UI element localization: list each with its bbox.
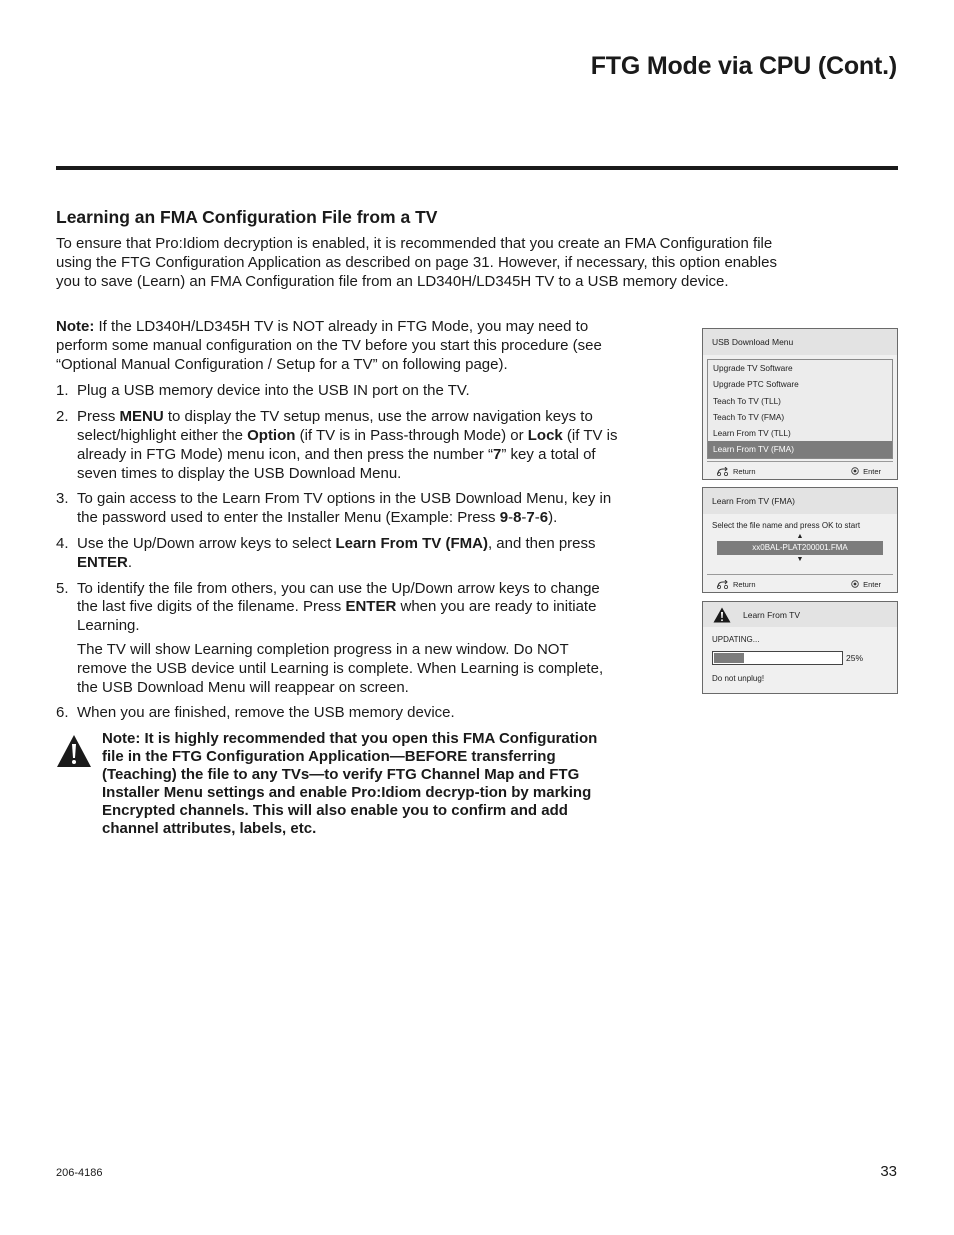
footer-divider <box>707 574 893 575</box>
step-text-segment: Press <box>77 408 120 426</box>
step-text-segment: To identify the file from others, you can use the Up/Down arrow keys to change the last five digits of the filename. Press <box>77 579 600 616</box>
note-text: If the LD340H/LD345H TV is NOT already in FTG Mode, you may need to perform some manual configuration on the TV before you start this procedure (see “Optional Manual Configuration / Setup for a TV” on following page). <box>56 318 602 373</box>
step-emphasis: Learn From TV (FMA) <box>335 534 488 552</box>
learning-progress-screen <box>702 601 898 694</box>
enter-icon <box>851 580 859 588</box>
step-text-segment: , and then press <box>487 534 596 552</box>
step-text-segment: - <box>508 509 514 527</box>
step-emphasis: 8 <box>513 509 522 527</box>
step-text <box>77 490 621 528</box>
step-text-segment: when you are ready to initiate Learning. <box>77 598 597 635</box>
filename-field[interactable]: xx0BAL-PLAT200001.FMA <box>717 541 883 555</box>
step-emphasis: Option <box>247 426 296 444</box>
enter-hint[interactable] <box>851 580 881 589</box>
step-text <box>77 408 621 483</box>
step-text <box>77 382 621 401</box>
step-number: 4. <box>56 534 69 552</box>
step-text-segment: to display the TV setup menus, use the arrow navigation keys to select/highlight either the <box>77 408 593 444</box>
step-text-segment: Plug a USB memory device into the USB IN port on the TV. <box>77 382 470 400</box>
step-text-segment: Use the Up/Down arrow keys to select <box>77 534 336 552</box>
step-text <box>77 580 621 636</box>
step-number: 6. <box>56 704 69 722</box>
learn-fma-title: Learn From TV (FMA) <box>703 488 897 514</box>
step-number: 3. <box>56 490 69 508</box>
step-item <box>56 704 621 723</box>
usb-menu-item[interactable]: Learn From TV (FMA) <box>708 441 892 457</box>
step-emphasis: 6 <box>539 509 549 527</box>
document-code: 206-4186 <box>56 1167 103 1179</box>
progress-bar <box>712 651 843 665</box>
enter-hint[interactable] <box>851 467 881 476</box>
usb-menu-title: USB Download Menu <box>703 329 897 355</box>
usb-menu-item[interactable]: Teach To TV (FMA) <box>713 411 785 422</box>
learn-fma-screen <box>702 487 898 593</box>
step-number: 2. <box>56 408 69 426</box>
step-item <box>56 535 621 573</box>
step-text-segment: When you are finished, remove the USB memory device. <box>77 704 455 722</box>
step-text-segment: ” key a total of seven times to display the USB Download Menu. <box>77 445 596 482</box>
step-item <box>56 490 621 528</box>
return-label: Return <box>733 466 756 476</box>
step-emphasis: 7 <box>493 445 502 463</box>
usb-menu-item[interactable]: Learn From TV (TLL) <box>713 428 791 439</box>
step-number: 1. <box>56 382 69 400</box>
learn-fma-instruction: Select the file name and press OK to start <box>712 521 861 530</box>
usb-menu-list <box>707 359 893 459</box>
intro-paragraph: To ensure that Pro:Idiom decryption is enabled, it is recommended that you create an FMA Configuration file using the FTG Configuration Application as described on page 31. However, if necessary, this option enables you to save (Learn) an FMA Configuration file from an LD340H/LD345H TV to a USB memory device. <box>56 235 777 290</box>
page-title: FTG Mode via CPU (Cont.) <box>590 52 897 80</box>
warning-icon <box>713 607 731 623</box>
enter-icon <box>851 467 859 475</box>
step-emphasis: Lock <box>527 426 563 444</box>
step-emphasis: ENTER <box>77 553 128 571</box>
return-icon <box>716 580 729 589</box>
progress-percent: 25% <box>846 653 864 663</box>
page-number: 33 <box>880 1163 897 1180</box>
do-not-unplug-warning: Do not unplug! <box>712 674 765 683</box>
progress-header <box>703 602 897 627</box>
learn-fma-footer <box>703 576 897 592</box>
step-text <box>77 704 621 723</box>
section-heading: Learning an FMA Configuration File from a TV <box>56 207 438 227</box>
step-text-segment: (if TV is already in FTG Mode) menu icon, and then press the number “ <box>77 426 618 463</box>
usb-menu-item[interactable]: Teach To TV (TLL) <box>713 395 781 406</box>
step-text-segment: - <box>534 509 540 527</box>
step-text-segment: To gain access to the Learn From TV options in the USB Download Menu, key in the password used to enter the Installer Menu (Example: Press <box>77 490 612 527</box>
step-text-segment: - <box>521 509 527 527</box>
note-paragraph <box>56 318 621 374</box>
step-extra-text: The TV will show Learning completion progress in a new window. Do NOT remove the USB device until Learning is complete. When Learning is complete, the USB Download Menu will reappear on screen. <box>77 640 604 696</box>
down-arrow-icon[interactable]: ▼ <box>796 556 804 563</box>
progress-title: Learn From TV <box>743 609 801 620</box>
usb-menu-item[interactable]: Upgrade TV Software <box>713 363 793 373</box>
step-emphasis: 7 <box>526 509 535 527</box>
step-item <box>56 382 621 401</box>
step-emphasis: MENU <box>119 408 164 426</box>
step-text-segment: ). <box>548 509 558 527</box>
up-arrow-icon[interactable]: ▲ <box>796 533 804 540</box>
warning-text: Note: It is highly recommended that you open this FMA Configuration file in the FTG Configuration Application—BEFORE transferring (Teaching) the file to any TVs—to verify FTG Channel Map and FTG Installer Menu settings and enable Pro:Idiom decryp-tion by marking Encrypted channels. This will also enable you to confirm and add channel attributes, labels, etc. <box>102 730 598 837</box>
step-item <box>56 408 621 483</box>
header-rule <box>56 166 898 170</box>
procedure-column <box>56 318 621 730</box>
step-emphasis: 9 <box>499 509 509 527</box>
return-label: Return <box>733 579 756 589</box>
note-label: Note: <box>56 318 95 335</box>
warning-note <box>56 730 616 838</box>
step-text <box>77 535 621 573</box>
enter-label: Enter <box>863 466 881 476</box>
step-emphasis: ENTER <box>345 598 397 616</box>
step-text-segment: (if TV is in Pass-through Mode) or <box>295 426 528 444</box>
step-item <box>56 580 621 698</box>
return-hint[interactable] <box>716 580 756 589</box>
progress-row <box>703 651 897 665</box>
usb-download-menu-screen <box>702 328 898 480</box>
enter-label: Enter <box>863 579 881 589</box>
progress-fill <box>714 653 744 663</box>
return-icon <box>716 467 729 476</box>
usb-menu-footer <box>703 463 897 479</box>
usb-menu-item[interactable]: Upgrade PTC Software <box>713 379 799 390</box>
footer-divider <box>707 461 893 462</box>
updating-status: UPDATING... <box>712 635 760 644</box>
steps-list <box>56 382 621 723</box>
return-hint[interactable] <box>716 467 756 476</box>
step-number: 5. <box>56 579 69 597</box>
warning-icon <box>56 734 92 768</box>
step-text-segment: . <box>127 553 133 571</box>
